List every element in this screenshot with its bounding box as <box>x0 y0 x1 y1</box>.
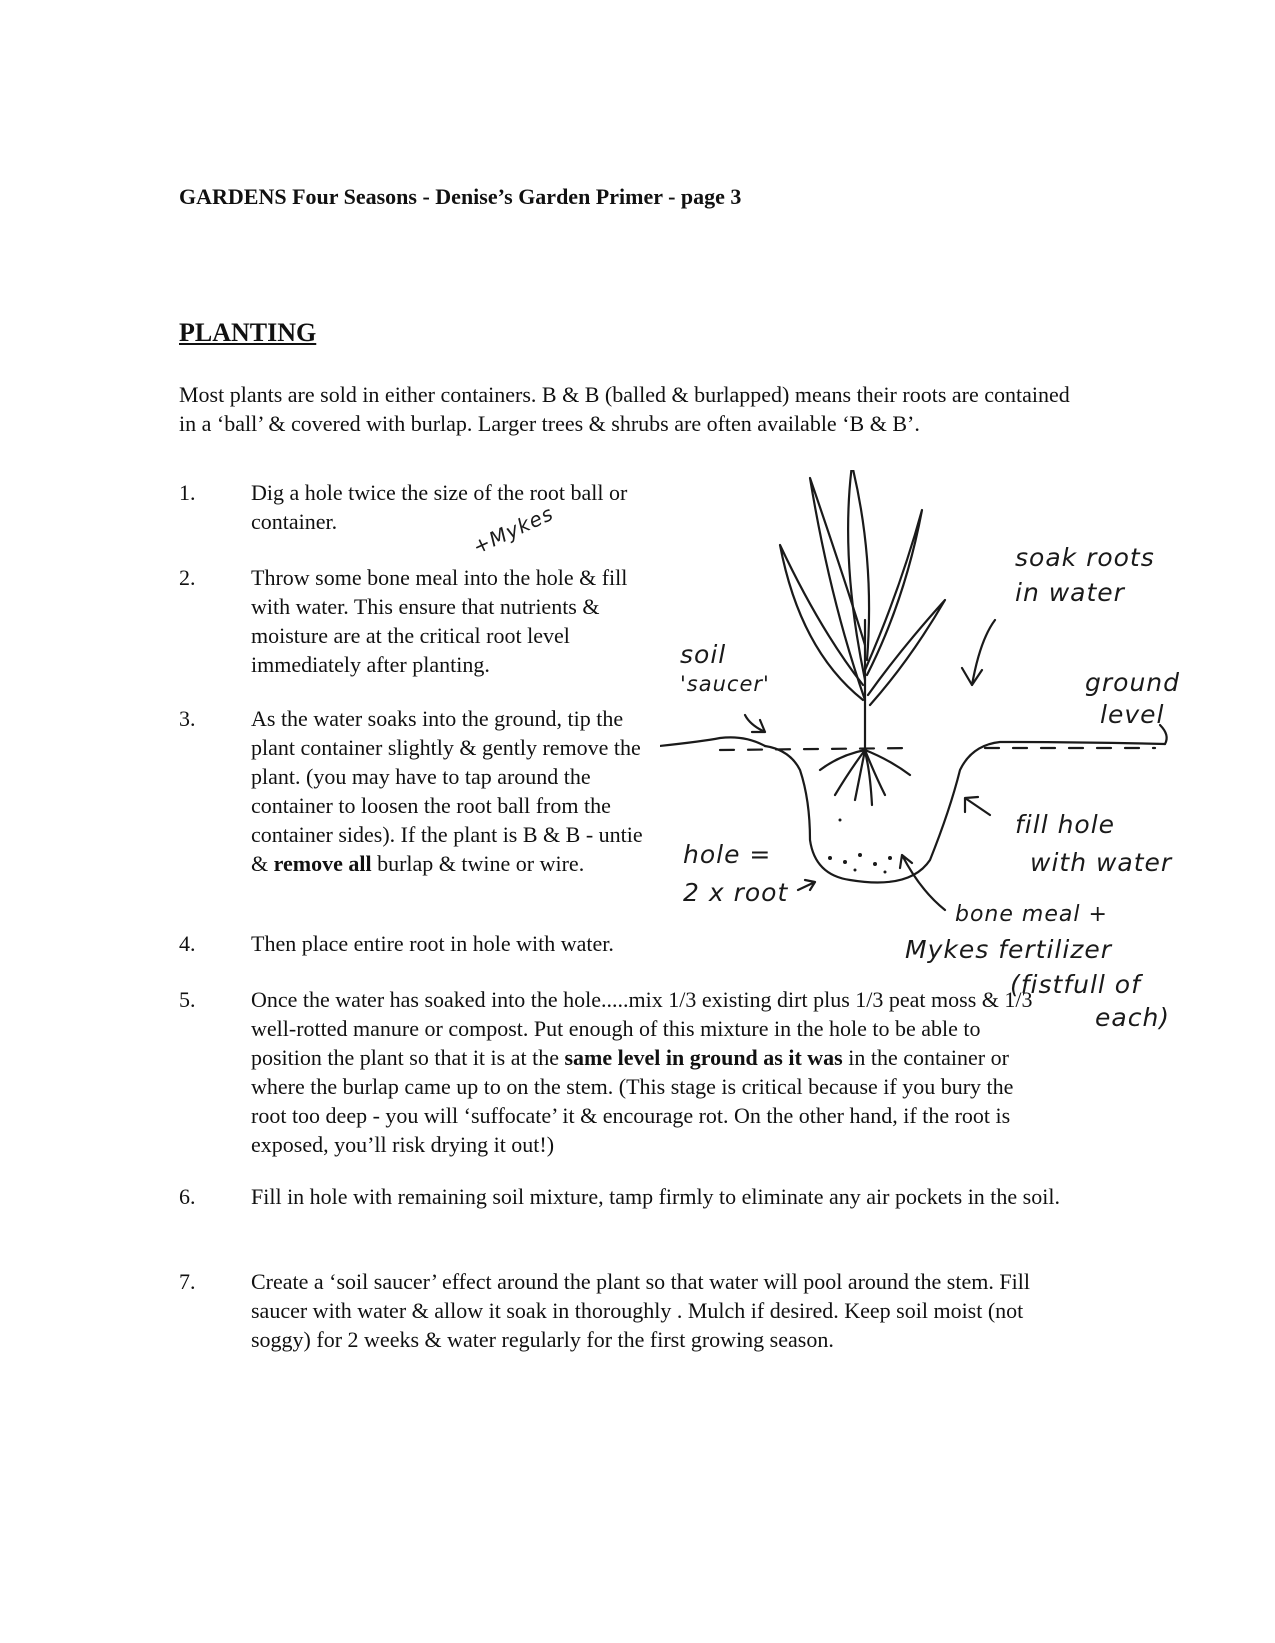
label-hole: hole = <box>683 840 772 869</box>
label-fill-hole: fill hole <box>1015 810 1116 839</box>
arrow-fill-hole <box>965 797 990 815</box>
step-text: Dig a hole twice the size of the root ball or container. <box>251 480 628 534</box>
label-soil-saucer-2: 'saucer' <box>680 672 770 696</box>
label-bone-meal-3: (fistfull of <box>1010 970 1141 999</box>
ground-level-dashes <box>720 748 915 750</box>
step-text <box>251 704 646 878</box>
step-text <box>251 985 1051 1159</box>
step-text-part: Once the water has soaked into the hole.....mix 1/3 existing dirt plus 1/3 peat moss & 1/3 well-rotted manure or compost. Put enough of this mixture in the hole to be able to position the plant so that it is at the <box>251 987 1033 1070</box>
step-number: 4. <box>179 931 196 956</box>
mykes-insert-annotation: +Mykes <box>468 500 558 560</box>
label-ground-level-2: level <box>1100 700 1165 729</box>
plant-leaf <box>868 600 945 705</box>
step-number: 5. <box>179 987 196 1012</box>
arrow-soak-roots <box>962 620 995 685</box>
section-title: PLANTING <box>179 318 317 347</box>
arrow-hole-size <box>798 880 815 890</box>
label-hole-2: 2 x root <box>683 878 789 907</box>
step-number: 6. <box>179 1184 196 1209</box>
step-number: 3. <box>179 706 196 731</box>
step-number: 7. <box>179 1269 196 1294</box>
step-text-part: burlap & twine or wire. <box>371 851 585 876</box>
step-text: Fill in hole with remaining soil mixture, tamp firmly to eliminate any air pockets in the soil. <box>251 1184 1060 1209</box>
step-text-part: in the container or where the burlap came up to on the stem. (This stage is critical because if you bury the root too deep - you will ‘suffocate’ it & encourage rot. On the other hand, if the root is exposed, you’ll risk drying it out!) <box>251 1045 1014 1157</box>
label-bone-meal: bone meal + <box>955 902 1108 927</box>
label-ground-level: ground <box>1085 668 1181 697</box>
plant-leaf <box>780 545 863 700</box>
label-soil-saucer: soil <box>680 640 727 669</box>
step-text-emphasis: remove all <box>273 851 372 876</box>
step-number: 1. <box>179 480 196 505</box>
step-text-emphasis: same level in ground as it was <box>564 1045 843 1070</box>
page-header: GARDENS Four Seasons - Denise’s Garden Primer - page 3 <box>179 184 742 209</box>
bone-meal-dots <box>828 819 892 874</box>
label-soak-roots-2: in water <box>1015 578 1125 607</box>
step-text-part: As the water soaks into the ground, tip the plant container slightly & gently remove the plant. (you may have to tap around the container to loosen the root ball from the container sides). If the plant is B & B - untie & <box>251 706 643 876</box>
intro-paragraph: Most plants are sold in either containers. B & B (balled & burlapped) means their roots are contained in a ‘ball’ & covered with burlap. Larger trees & shrubs are often available ‘B & B’. <box>179 382 1070 436</box>
plant-root <box>865 750 910 775</box>
step-text: Then place entire root in hole with water. <box>251 931 614 956</box>
arrow-saucer <box>745 715 765 732</box>
label-fill-hole-2: with water <box>1030 848 1173 877</box>
arrow-bone-meal <box>900 855 945 910</box>
plant-leaf <box>810 478 865 700</box>
label-bone-meal-2: Mykes fertilizer <box>905 935 1113 964</box>
step-number: 2. <box>179 565 196 590</box>
ground-line-left <box>660 737 765 748</box>
label-bone-meal-4: each) <box>1095 1003 1171 1032</box>
step-text: Create a ‘soil saucer’ effect around the plant so that water will pool around the stem. Fill saucer with water & allow it soak in thoroughly . Mulch if desired. Keep soil moist (not soggy) for 2 weeks & water regularly for the first growing season. <box>251 1269 1030 1352</box>
label-soak-roots: soak roots <box>1015 543 1155 572</box>
step-text: Throw some bone meal into the hole & fill with water. This ensure that nutrients & moisture are at the critical root level immediately after planting. <box>251 565 628 677</box>
